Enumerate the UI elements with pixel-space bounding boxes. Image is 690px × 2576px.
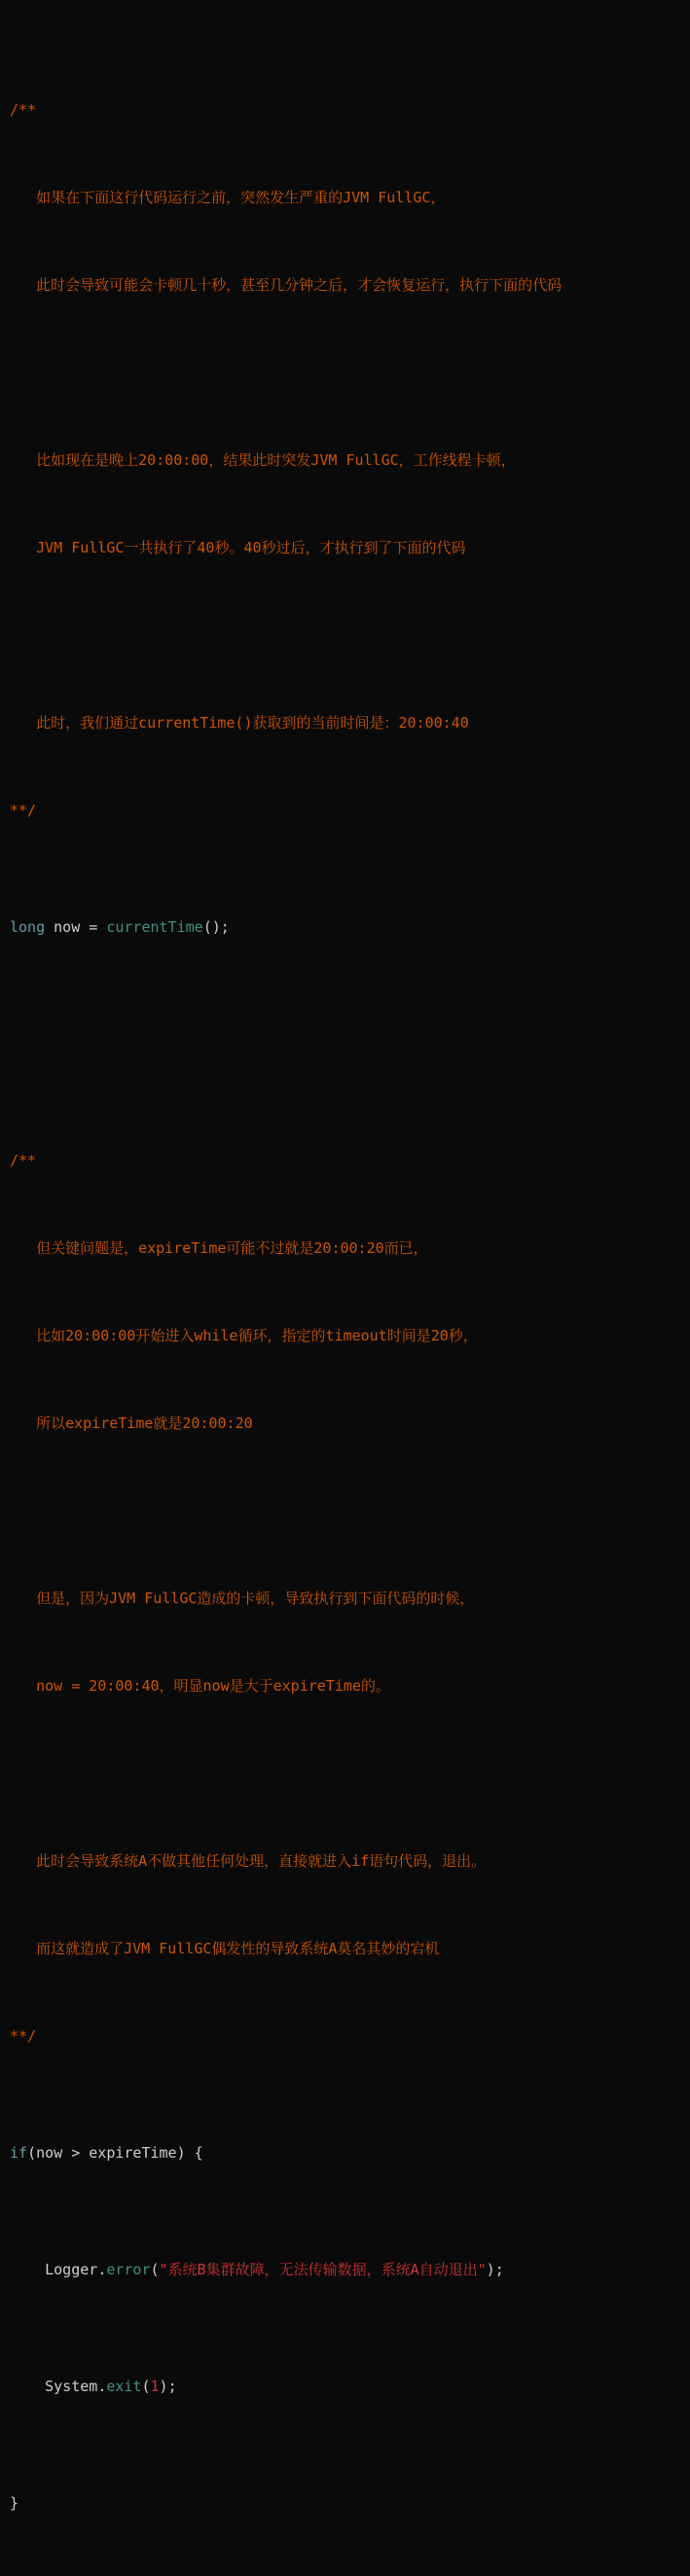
- code-line: [10, 1234, 680, 1263]
- code-line: [10, 1934, 680, 1963]
- code-line: [10, 708, 680, 737]
- semicolon: ;: [494, 2261, 504, 2278]
- identifier-now: now: [36, 2144, 63, 2162]
- code-line: [10, 1409, 680, 1438]
- keyword-if: if: [10, 2144, 28, 2162]
- code-line: [10, 1584, 680, 1613]
- code-line: [10, 533, 680, 562]
- comment-text: 所以expireTime就是20:00:20: [10, 1414, 253, 1432]
- function-error: error: [106, 2261, 151, 2278]
- paren-open: (: [141, 2378, 151, 2395]
- comment-text: /**: [10, 1152, 37, 1169]
- semicolon: ;: [220, 918, 230, 936]
- comment-text: /**: [10, 101, 37, 119]
- comment-text: 而这就造成了JVM FullGC偶发性的导致系统A莫名其妙的宕机: [10, 1940, 440, 1957]
- dot: .: [97, 2378, 107, 2395]
- comment-text: **/: [10, 802, 37, 819]
- code-line-blank: [10, 1759, 680, 1788]
- paren-close: ): [211, 918, 221, 936]
- paren-close: ): [486, 2261, 495, 2278]
- comment-text: now = 20:00:40，明显now是大于expireTime的。: [10, 1677, 390, 1695]
- code-line: [10, 1146, 680, 1175]
- paren-open: (: [150, 2261, 160, 2278]
- paren-open: (: [202, 918, 212, 936]
- code-line: [10, 95, 680, 125]
- paren-close: ): [159, 2378, 168, 2395]
- code-line: [10, 270, 680, 300]
- identifier-expiretime: expireTime: [89, 2144, 177, 2162]
- code-line-close-brace: [10, 2488, 680, 2518]
- code-line-if: [10, 2138, 680, 2167]
- code-line: [10, 2021, 680, 2051]
- comment-text: JVM FullGC一共执行了40秒。40秒过后，才执行到了下面的代码: [10, 539, 466, 556]
- brace-open: {: [194, 2144, 203, 2162]
- code-line-blank: [10, 1496, 680, 1525]
- code-line: [10, 1321, 680, 1350]
- code-line-logger: [10, 2255, 680, 2284]
- function-exit: exit: [106, 2378, 142, 2395]
- code-line: [10, 446, 680, 475]
- brace-close: }: [10, 2494, 19, 2512]
- function-currenttime: currentTime: [106, 918, 203, 936]
- operator-assign: =: [89, 918, 98, 936]
- code-line-exit: [10, 2372, 680, 2401]
- code-line-declaration: [10, 912, 680, 942]
- comment-text: 但关键问题是，expireTime可能不过就是20:00:20而已，: [10, 1239, 428, 1257]
- comment-text: 如果在下面这行代码运行之前，突然发生严重的JVM FullGC，: [10, 189, 446, 206]
- number-one: 1: [150, 2378, 160, 2395]
- code-line-blank: [10, 358, 680, 387]
- identifier-system: System: [45, 2378, 98, 2395]
- indent: [10, 2261, 45, 2278]
- comment-text: 此时会导致可能会卡顿几十秒，甚至几分钟之后，才会恢复运行，执行下面的代码: [10, 276, 563, 294]
- operator-greater-than: >: [71, 2144, 81, 2162]
- code-line: [10, 183, 680, 212]
- comment-text: 此时会导致系统A不做其他任何处理，直接就进入if语句代码，退出。: [10, 1852, 487, 1870]
- string-error-message: "系统B集群故障，无法传输数据，系统A自动退出": [159, 2261, 487, 2278]
- indent: [10, 2378, 45, 2395]
- comment-text: 比如20:00:00开始进入while循环，指定的timeout时间是20秒，: [10, 1327, 478, 1344]
- comment-text: **/: [10, 2027, 37, 2045]
- paren-open: (: [27, 2144, 37, 2162]
- comment-text: 比如现在是晚上20:00:00，结果此时突发JVM FullGC，工作线程卡顿，: [10, 451, 516, 469]
- dot: .: [97, 2261, 107, 2278]
- identifier-logger: Logger: [45, 2261, 98, 2278]
- code-line-blank: [10, 621, 680, 650]
- paren-close: ): [176, 2144, 186, 2162]
- comment-text: 此时，我们通过currentTime()获取到的当前时间是：20:00:40: [10, 714, 469, 732]
- code-line: [10, 1671, 680, 1700]
- code-line-blank: [10, 1029, 680, 1058]
- comment-text: 但是，因为JVM FullGC造成的卡顿，导致执行到下面代码的时候，: [10, 1590, 475, 1607]
- identifier-now: now: [54, 918, 81, 936]
- keyword-long: long: [10, 918, 46, 936]
- code-line: [10, 1846, 680, 1876]
- code-line: [10, 796, 680, 825]
- semicolon: ;: [167, 2378, 177, 2395]
